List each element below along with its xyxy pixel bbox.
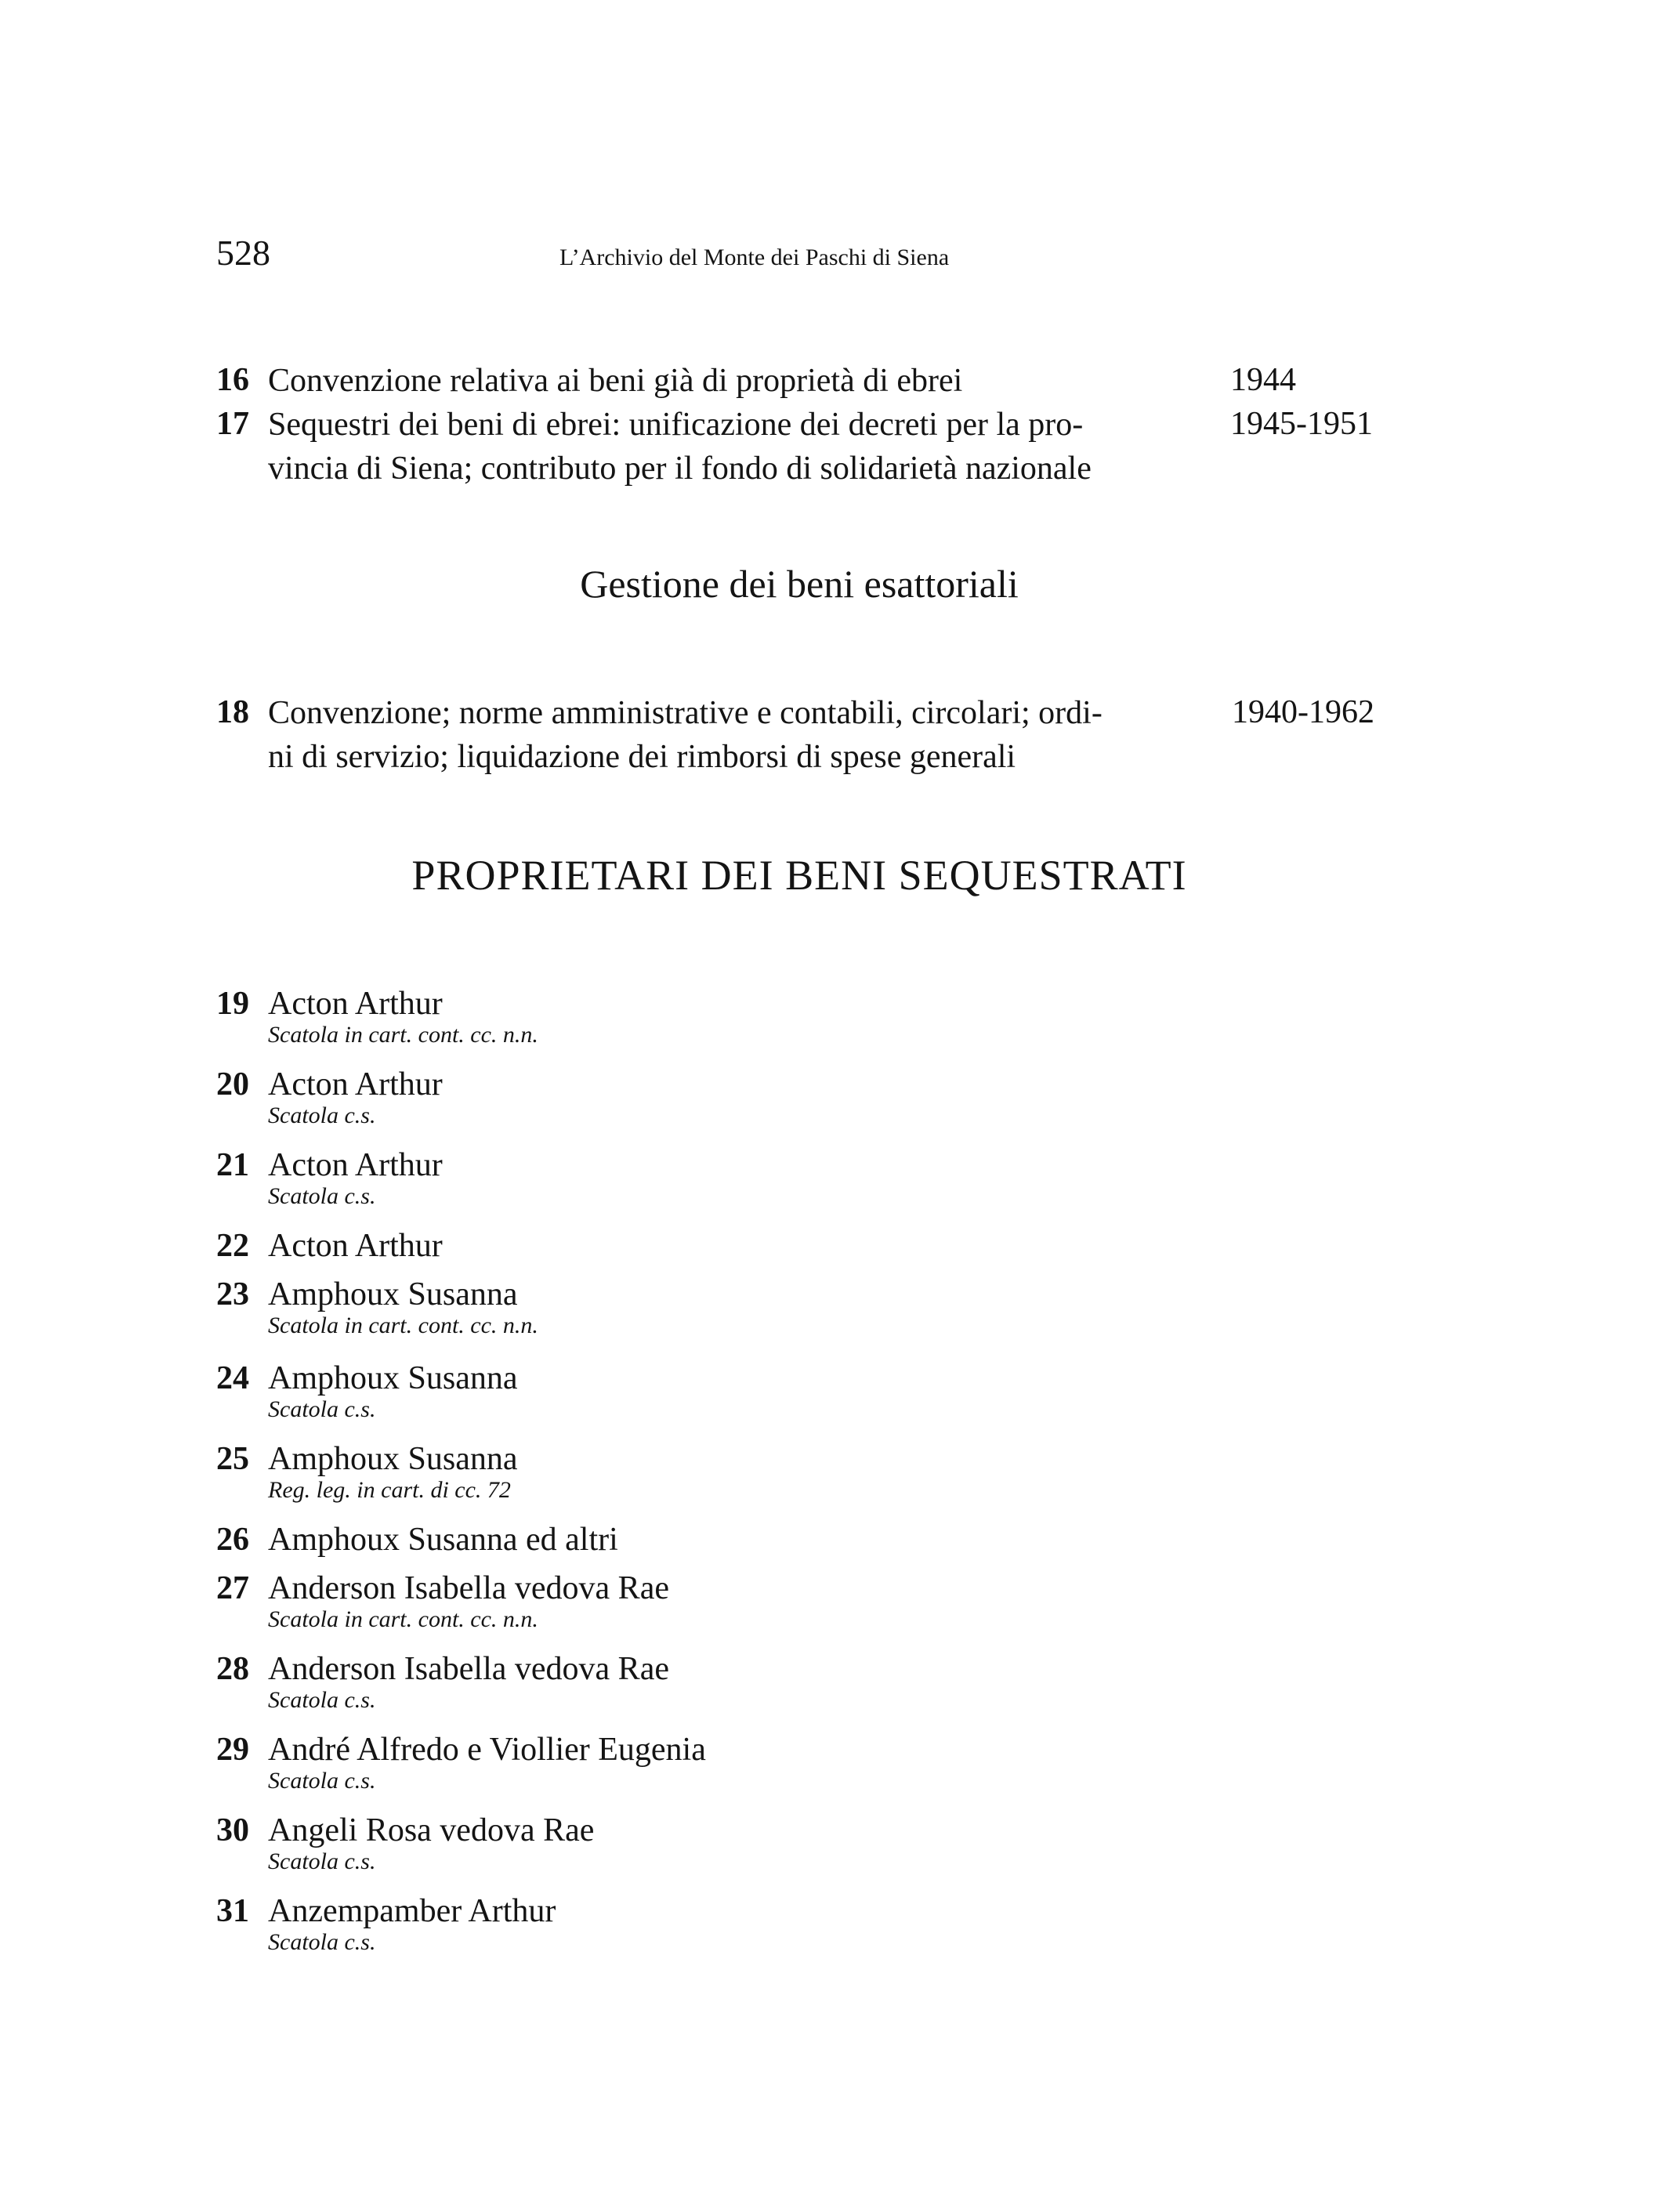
entry-date: 1944	[1230, 362, 1296, 398]
item-number: 23	[216, 1276, 249, 1312]
entry-line: ni di servizio; liquidazione dei rimborsi di spese generali	[268, 739, 1016, 775]
item-description: Scatola c.s.	[268, 1848, 376, 1874]
owner-name: Acton Arthur	[268, 1228, 443, 1264]
owner-name: Amphoux Susanna	[268, 1276, 518, 1312]
item-description: Scatola in cart. cont. cc. n.n.	[268, 1022, 538, 1048]
owner-name: André Alfredo e Viollier Eugenia	[268, 1732, 706, 1768]
item-number: 26	[216, 1522, 249, 1558]
running-title: L’Archivio del Monte dei Paschi di Siena	[559, 244, 950, 270]
entry-line: Convenzione relativa ai beni già di proprietà di ebrei	[268, 363, 963, 399]
item-description: Scatola in cart. cont. cc. n.n.	[268, 1312, 538, 1338]
owner-name: Anderson Isabella vedova Rae	[268, 1570, 669, 1606]
entry-line: Convenzione; norme amministrative e contabili, circolari; ordi-	[268, 695, 1102, 731]
owner-name: Amphoux Susanna ed altri	[268, 1522, 618, 1558]
item-description: Scatola c.s.	[268, 1183, 376, 1209]
entry-date: 1945-1951	[1230, 406, 1373, 442]
entry-number: 16	[216, 362, 249, 398]
item-number: 27	[216, 1570, 249, 1606]
entry-date: 1940-1962	[1232, 694, 1374, 730]
item-number: 28	[216, 1651, 249, 1687]
owner-name: Amphoux Susanna	[268, 1360, 518, 1396]
owner-name: Acton Arthur	[268, 1147, 443, 1183]
entry-description	[268, 691, 1102, 779]
item-number: 22	[216, 1228, 249, 1264]
item-number: 21	[216, 1147, 249, 1183]
item-number: 25	[216, 1441, 249, 1477]
entry-number: 17	[216, 406, 249, 442]
owner-name: Anderson Isabella vedova Rae	[268, 1651, 669, 1687]
item-number: 24	[216, 1360, 249, 1396]
item-number: 29	[216, 1732, 249, 1768]
entry-description	[268, 403, 1092, 491]
owner-name: Acton Arthur	[268, 1066, 443, 1102]
item-description: Scatola c.s.	[268, 1396, 376, 1422]
item-description: Scatola in cart. cont. cc. n.n.	[268, 1606, 538, 1632]
item-number: 19	[216, 986, 249, 1022]
page-number: 528	[216, 233, 270, 273]
item-description: Scatola c.s.	[268, 1102, 376, 1128]
owner-name: Amphoux Susanna	[268, 1441, 518, 1477]
entry-line: vincia di Siena; contributo per il fondo di solidarietà nazionale	[268, 451, 1092, 487]
item-number: 30	[216, 1812, 249, 1848]
item-number: 20	[216, 1066, 249, 1102]
owner-name: Anzempamber Arthur	[268, 1893, 556, 1929]
item-description: Reg. leg. in cart. di cc. 72	[268, 1477, 511, 1503]
item-description: Scatola c.s.	[268, 1929, 376, 1955]
section-heading-proprietari: PROPRIETARI DEI BENI SEQUESTRATI	[411, 852, 1187, 899]
entry-description	[268, 359, 962, 403]
item-number: 31	[216, 1893, 249, 1929]
item-description: Scatola c.s.	[268, 1687, 376, 1713]
entry-number: 18	[216, 694, 249, 730]
owner-name: Angeli Rosa vedova Rae	[268, 1812, 595, 1848]
item-description: Scatola c.s.	[268, 1768, 376, 1794]
owner-name: Acton Arthur	[268, 986, 443, 1022]
section-heading-gestione: Gestione dei beni esattoriali	[580, 562, 1019, 606]
entry-line: Sequestri dei beni di ebrei: unificazione dei decreti per la pro-	[268, 407, 1084, 443]
